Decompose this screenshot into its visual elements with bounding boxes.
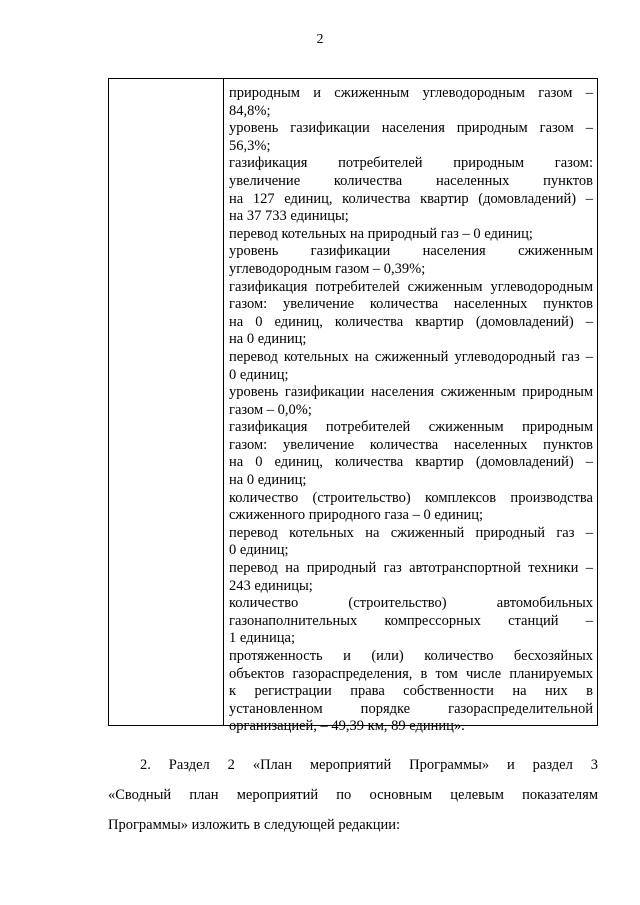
table-cell-line: 0 единиц; [229, 542, 289, 559]
table-cell-line: на 127 единиц, количества квартир (домовладений) – [229, 190, 593, 207]
table-cell-line: количество (строительство) автомобильных [229, 595, 593, 612]
table-cell-line: 1 единица; [229, 630, 296, 647]
table-cell-line: углеводородным газом – 0,39%; [229, 260, 426, 277]
table-cell-line: на 37 733 единицы; [229, 208, 349, 225]
table-cell-line: уровень газификации населения природным газом – [229, 120, 593, 137]
table-cell-line: газонаполнительных компрессорных станций – [229, 612, 593, 629]
table-cell-line: газификация потребителей сжиженным природным [229, 419, 593, 436]
table-cell-line: объектов газораспределения, в том числе планируемых [229, 665, 593, 682]
table-cell-line: уровень газификации населения сжиженным [229, 243, 593, 260]
amendment-paragraph [108, 757, 598, 834]
table-cell-line: сжиженного природного газа – 0 единиц; [229, 507, 484, 524]
table-cell-line: природным и сжиженным углеводородным газом – [229, 85, 593, 101]
column-divider [223, 79, 224, 725]
table-cell-line: газом: увеличение количества населенных пунктов [229, 296, 593, 313]
paragraph-line-1: 2. Раздел 2 «План мероприятий Программы» и раздел 3 [140, 757, 598, 773]
table-cell-line: протяженность и (или) количество бесхозяйных [229, 648, 593, 664]
indicators-table [108, 78, 598, 735]
table-cell-line: 0 единиц; [229, 366, 289, 383]
table-cell-line: 56,3%; [229, 137, 271, 154]
table-cell-line: газом: увеличение количества населенных пунктов [229, 436, 593, 453]
table-cell-line: газом – 0,0%; [229, 401, 312, 418]
table-cell-line: к регистрации права собственности на них в [229, 683, 593, 700]
table-cell-line: перевод на природный газ автотранспортной техники – [229, 560, 593, 577]
table-cell-line: 243 единицы; [229, 577, 313, 594]
table-cell-line: перевод котельных на сжиженный углеводородный газ – [229, 348, 593, 365]
table-cell-line: количество (строительство) комплексов производства [229, 489, 593, 506]
paragraph-line-2: «Сводный план мероприятий по основным целевым показателям [108, 787, 598, 803]
table-cell-line: газификация потребителей сжиженным углеводородным [229, 278, 593, 295]
paragraph-line-3: Программы» изложить в следующей редакции: [108, 817, 401, 833]
table-cell-line: установленном порядке газораспределительной [229, 700, 593, 717]
table-cell-indicators [229, 85, 593, 736]
table-cell-line: увеличение количества населенных пунктов [229, 172, 593, 189]
table-cell-line: перевод котельных на сжиженный природный газ – [229, 524, 593, 541]
table-cell-line: на 0 единиц; [229, 472, 307, 489]
table-cell-line: на 0 единиц, количества квартир (домовладений) – [229, 454, 593, 471]
table-cell-line: уровень газификации населения сжиженным природным [229, 384, 593, 401]
table-cell-line: перевод котельных на природный газ – 0 единиц; [229, 225, 533, 242]
table-cell-line: 84,8%; [229, 102, 271, 119]
table-cell-line: организацией, – 49,39 км, 89 единиц». [229, 718, 465, 735]
table-cell-line: газификация потребителей природным газом: [229, 155, 593, 172]
table-cell-line: на 0 единиц; [229, 331, 307, 348]
table-cell-line: на 0 единиц, количества квартир (домовладений) – [229, 313, 593, 330]
page-number: 2 [316, 32, 324, 47]
